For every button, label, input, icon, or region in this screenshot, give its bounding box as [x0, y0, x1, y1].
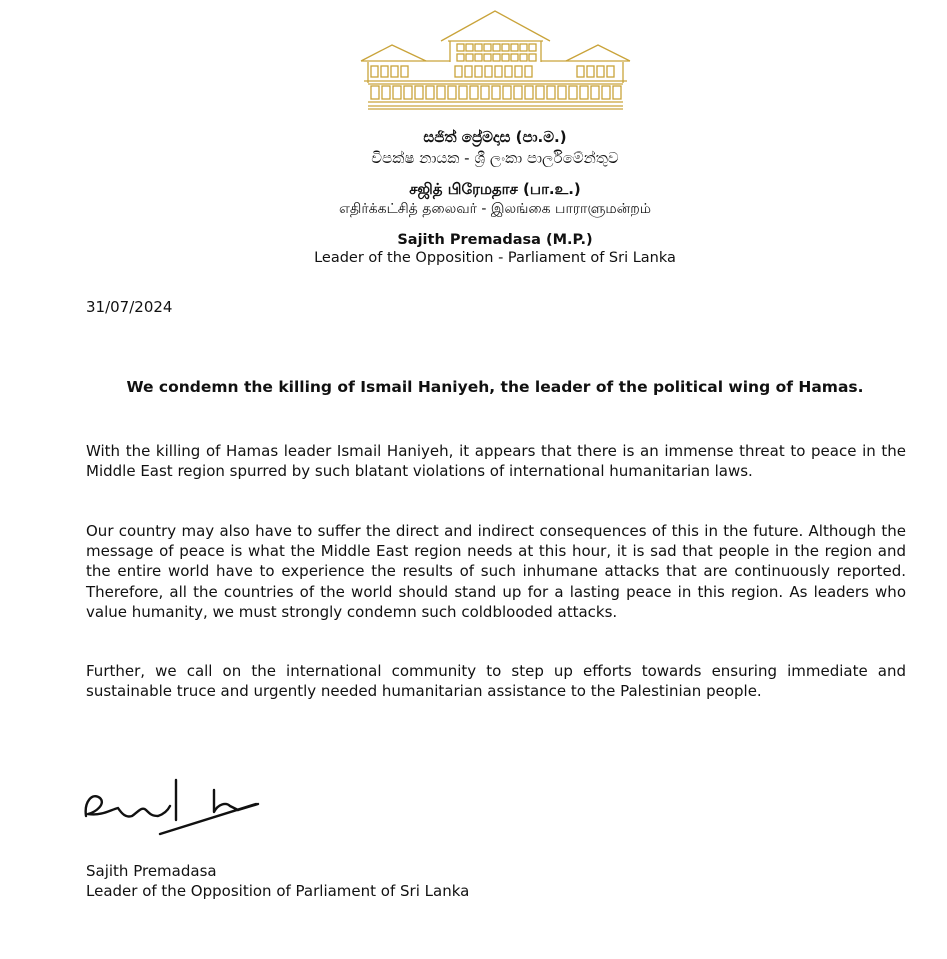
signatory-name: Sajith Premadasa: [86, 862, 217, 880]
sinhala-name: සජිත් ප්‍රේමදාස (පා.ම.): [423, 128, 567, 146]
parliament-building-icon: [358, 10, 633, 112]
signatory-title: Leader of the Opposition of Parliament of Sri Lanka: [86, 882, 470, 900]
letter-date: 31/07/2024: [86, 298, 173, 316]
handwritten-signature: [80, 776, 262, 838]
english-name: Sajith Premadasa (M.P.): [397, 232, 593, 248]
letter-headline: We condemn the killing of Ismail Haniyeh, the leader of the political wing of Hamas.: [126, 378, 864, 396]
tamil-name: சஜித் பிரேமதாச (பா.உ.): [409, 180, 581, 198]
body-paragraph-3: Further, we call on the international community to step up efforts towards ensuring immediate and sustainable truce and urgently needed humanitarian assistance to the Palestinian people.: [86, 662, 906, 701]
tamil-title: எதிர்க்கட்சித் தலைவர் - இலங்கை பாராளுமன்றம்: [338, 201, 652, 217]
body-paragraph-2: Our country may also have to suffer the direct and indirect consequences of this in the future. Although the message of peace is what the Middle East region needs at this hour, it is sad that people in the region and the entire world have to experience the results of such inhumane attacks that are continuously reported. Therefore, all the countries of the world should stand up for a lasting peace in this region. As leaders who value humanity, we must strongly condemn such coldblooded attacks.: [86, 522, 906, 621]
body-paragraph-1: With the killing of Hamas leader Ismail Haniyeh, it appears that there is an immense threat to peace in the Middle East region spurred by such blatant violations of international humanitarian laws.: [86, 442, 906, 481]
english-title: Leader of the Opposition - Parliament of Sri Lanka: [314, 250, 676, 266]
sinhala-title: විපක්ෂ නායක - ශ්‍රී ලංකා පාර්ලිමේන්තුව: [371, 149, 619, 167]
